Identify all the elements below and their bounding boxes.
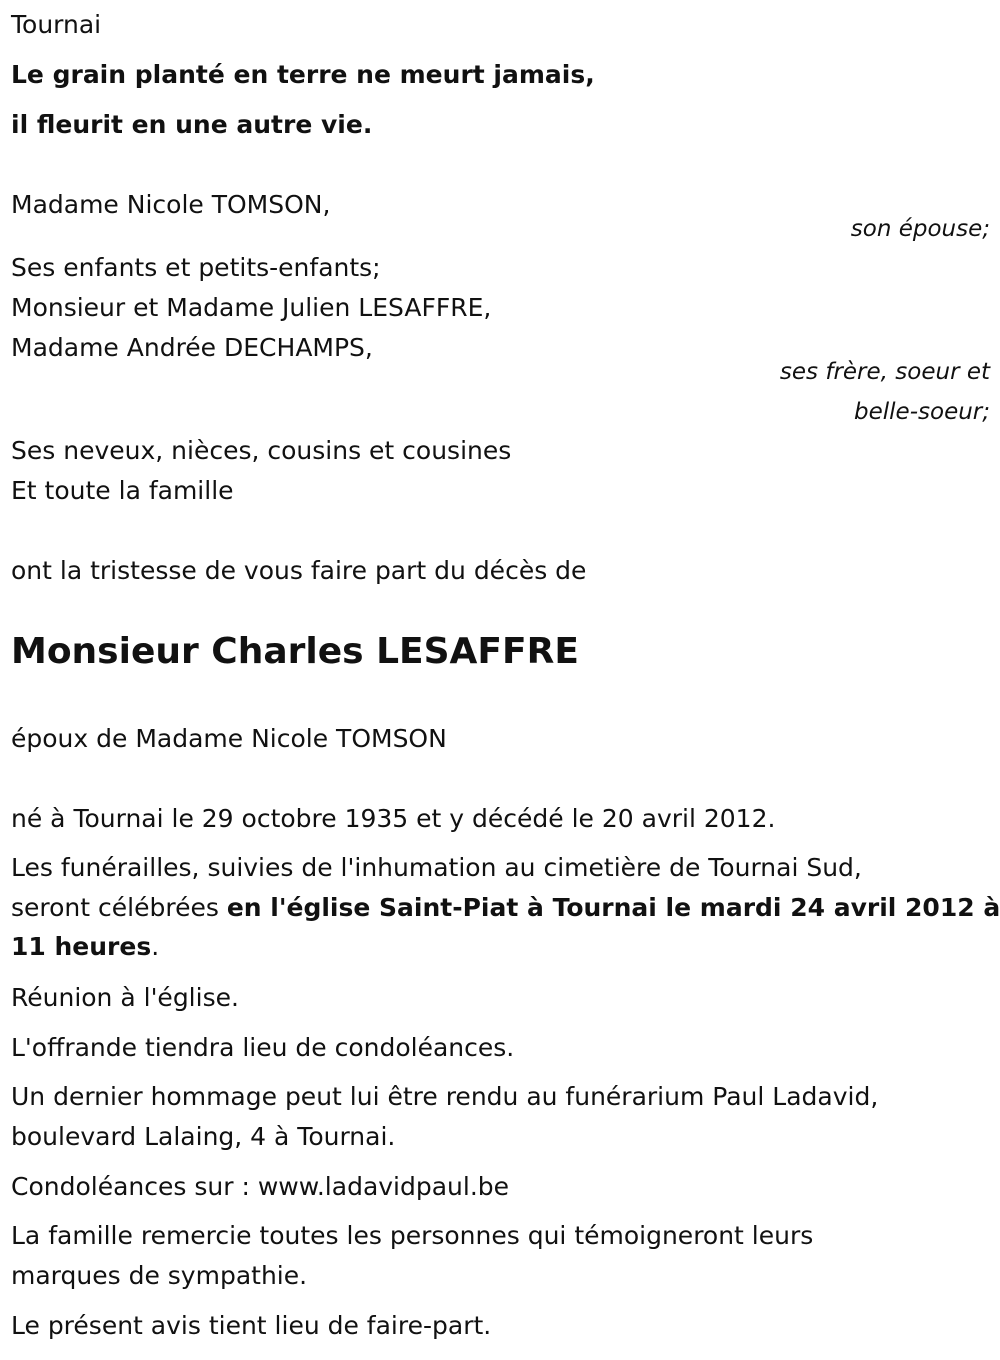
birth-death-line: né à Tournai le 29 octobre 1935 et y décédé le 20 avril 2012.: [11, 804, 776, 833]
thanks-line-1: La famille remercie toutes les personnes qui témoigneront leurs: [11, 1221, 814, 1250]
funeral-location-date: en l'église Saint-Piat à Tournai le mardi 24 avril 2012 à: [226, 893, 1000, 922]
offering-line: L'offrande tiendra lieu de condoléances.: [11, 1033, 515, 1062]
homage-line-2: boulevard Lalaing, 4 à Tournai.: [11, 1122, 396, 1151]
spouse-of-line: époux de Madame Nicole TOMSON: [11, 724, 447, 753]
funeral-line-2-prefix: seront célébrées: [11, 893, 227, 922]
sibling-line-1: Monsieur et Madame Julien LESAFFRE,: [11, 293, 492, 322]
homage-line-1: Un dernier hommage peut lui être rendu au funérarium Paul Ladavid,: [11, 1082, 879, 1111]
thanks-line-2: marques de sympathie.: [11, 1261, 308, 1290]
siblings-role-line-2: belle-soeur;: [854, 399, 990, 425]
relatives-line: Ses neveux, nièces, cousins et cousines: [11, 436, 512, 465]
deceased-name: Monsieur Charles LESAFFRE: [11, 631, 579, 672]
sibling-line-2: Madame Andrée DECHAMPS,: [11, 333, 373, 362]
notice-line: Le présent avis tient lieu de faire-part.: [11, 1311, 492, 1340]
whole-family-line: Et toute la famille: [11, 476, 234, 505]
funeral-line-1: Les funérailles, suivies de l'inhumation au cimetière de Tournai Sud,: [11, 853, 862, 882]
quote-line-1: Le grain planté en terre ne meurt jamais,: [11, 60, 595, 89]
funeral-time: 11 heures: [11, 932, 152, 961]
place-heading: Tournai: [11, 10, 102, 39]
announcement-line: ont la tristesse de vous faire part du décès de: [11, 556, 587, 585]
condolences-line: Condoléances sur : www.ladavidpaul.be: [11, 1172, 510, 1201]
siblings-role-line-1: ses frère, soeur et: [779, 359, 990, 385]
quote-line-2: il fleurit en une autre vie.: [11, 110, 373, 139]
funeral-line-3: [11, 932, 159, 962]
spouse-name: Madame Nicole TOMSON,: [11, 190, 331, 219]
funeral-line-3-suffix: .: [151, 932, 160, 961]
spouse-role: son épouse;: [850, 216, 990, 242]
funeral-line-2: [11, 893, 1000, 923]
meeting-line: Réunion à l'église.: [11, 983, 239, 1012]
children-line: Ses enfants et petits-enfants;: [11, 253, 381, 282]
